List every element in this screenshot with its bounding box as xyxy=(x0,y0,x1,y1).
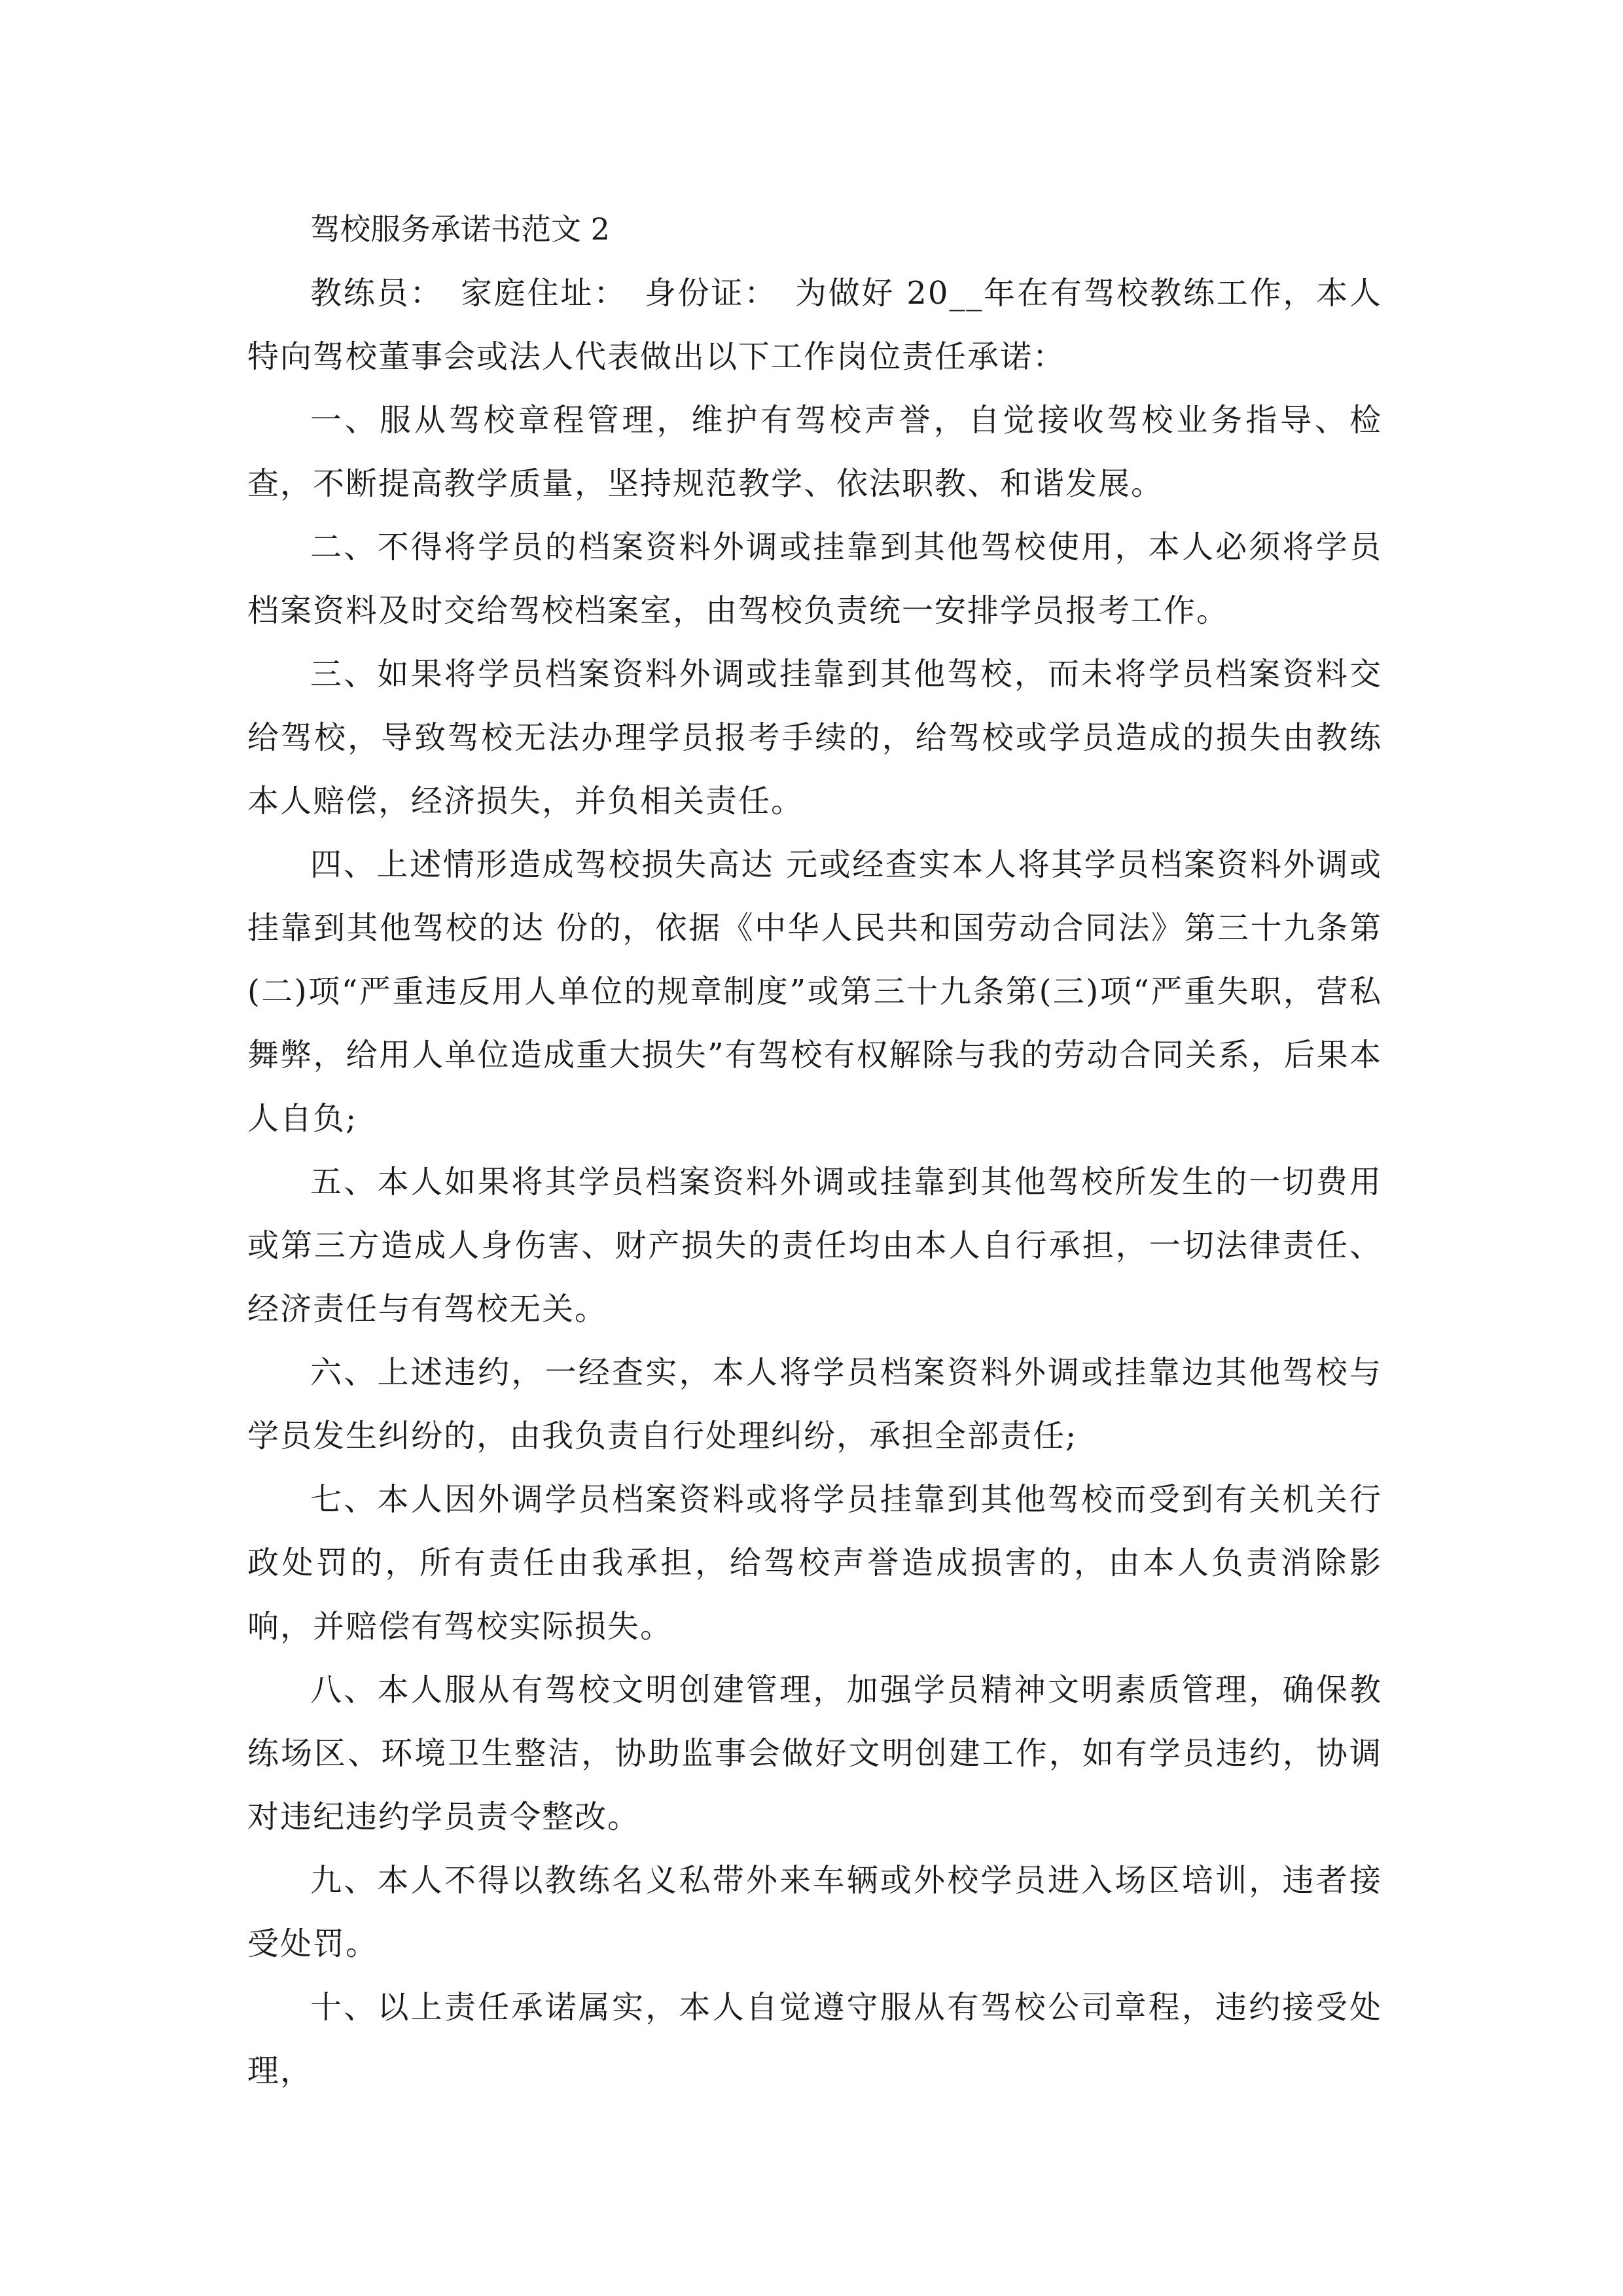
paragraph-clause-10: 十、以上责任承诺属实，本人自觉遵守服从有驾校公司章程，违约接受处理， xyxy=(247,1989,1382,2089)
paragraph-clause-3: 三、如果将学员档案资料外调或挂靠到其他驾校，而未将学员档案资料交给驾校，导致驾校无法办理学员报考手续的，给驾校或学员造成的损失由教练本人赔偿，经济损失，并负相关责任。 xyxy=(247,656,1382,819)
paragraph-clause-5: 五、本人如果将其学员档案资料外调或挂靠到其他驾校所发生的一切费用或第三方造成人身伤害、财产损失的责任均由本人自行承担，一切法律责任、经济责任与有驾校无关。 xyxy=(247,1164,1382,1327)
paragraph-clause-2: 二、不得将学员的档案资料外调或挂靠到其他驾校使用，本人必须将学员档案资料及时交给驾校档案室，由驾校负责统一安排学员报考工作。 xyxy=(247,529,1382,629)
paragraph-clause-9: 九、本人不得以教练名义私带外来车辆或外校学员进入场区培训，违者接受处罚。 xyxy=(247,1862,1382,1962)
paragraph-clause-7: 七、本人因外调学员档案资料或将学员挂靠到其他驾校而受到有关机关行政处罚的，所有责任由我承担，给驾校声誉造成损害的，由本人负责消除影响，并赔偿有驾校实际损失。 xyxy=(247,1481,1382,1645)
document-title: 驾校服务承诺书范文 2 xyxy=(310,211,610,247)
paragraph-intro: 教练员： 家庭住址： 身份证： 为做好 20__年在有驾校教练工作，本人特向驾校董事会或法人代表做出以下工作岗位责任承诺： xyxy=(247,275,1382,375)
paragraph-clause-4: 四、上述情形造成驾校损失高达 元或经查实本人将其学员档案资料外调或挂靠到其他驾校的达 份的，依据《中华人民共和国劳动合同法》第三十九条第(二)项“严重违反用人单位的规章制度”或第三十九条第(三)项“严重失职，营私舞弊，给用人单位造成重大损失”有驾校有权解除与我的劳动合同关系，后果本人自负; xyxy=(247,846,1382,1137)
paragraph-clause-8: 八、本人服从有驾校文明创建管理，加强学员精神文明素质管理，确保教练场区、环境卫生整洁，协助监事会做好文明创建工作，如有学员违约，协调对违纪违约学员责令整改。 xyxy=(247,1672,1382,1835)
paragraph-clause-1: 一、服从驾校章程管理，维护有驾校声誉，自觉接收驾校业务指导、检查，不断提高教学质量，坚持规范教学、依法职教、和谐发展。 xyxy=(247,402,1382,502)
document-body xyxy=(247,196,1382,2103)
paragraph-clause-6: 六、上述违约，一经查实，本人将学员档案资料外调或挂靠边其他驾校与学员发生纠纷的，由我负责自行处理纠纷，承担全部责任; xyxy=(247,1354,1382,1454)
